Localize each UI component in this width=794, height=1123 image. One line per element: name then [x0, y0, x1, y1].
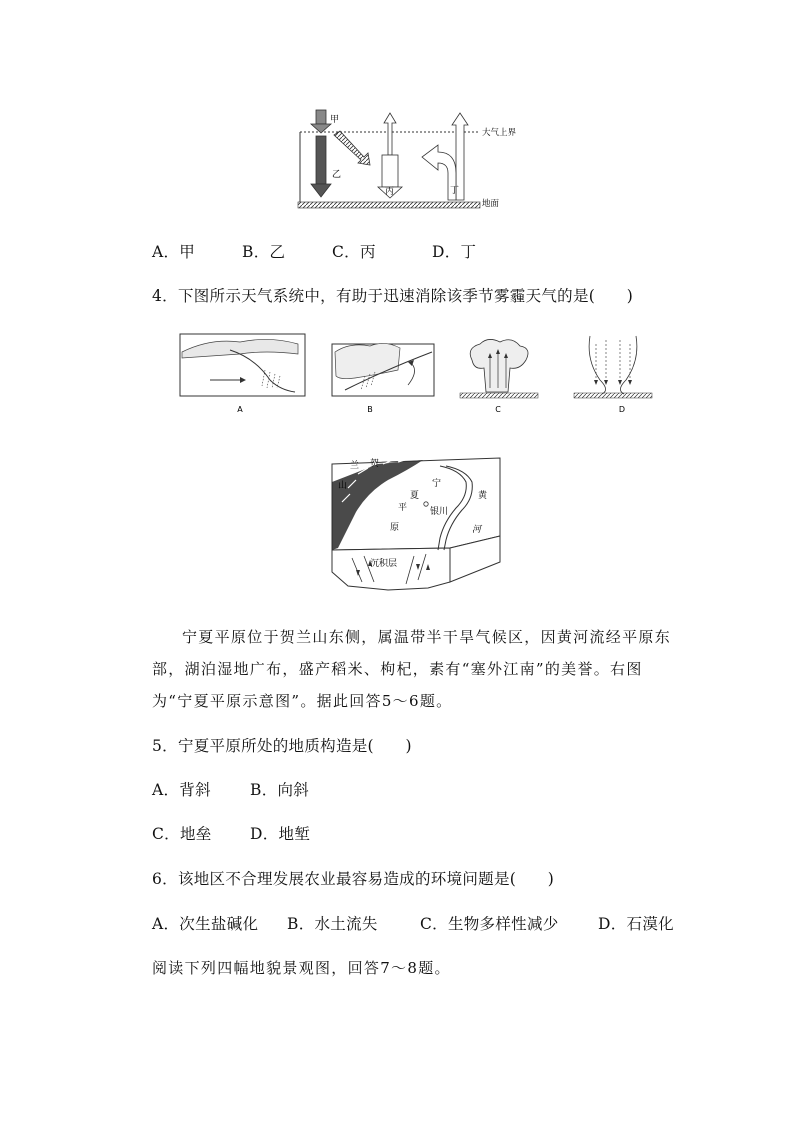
label-ground: 地面 — [482, 199, 500, 209]
q6-options — [152, 912, 674, 934]
q3-option-c[interactable]: C．丙 — [332, 243, 376, 261]
label-bing: 丙 — [385, 187, 395, 197]
q3-options — [152, 240, 476, 262]
q6-option-c[interactable]: C．生物多样性减少 — [420, 915, 559, 933]
map-label-shan: 山 — [338, 481, 348, 491]
arrow-jia — [311, 110, 331, 133]
q3-option-b[interactable]: B．乙 — [242, 243, 286, 261]
q6-stem: 6．该地区不合理发展农业最容易造成的环境问题是( ) — [152, 870, 555, 888]
radiation-diagram — [290, 105, 520, 215]
q6-option-a[interactable]: A．次生盐碱化 — [152, 915, 259, 933]
q5-option-b[interactable]: B．向斜 — [250, 781, 310, 799]
q3-option-d[interactable]: D．丁 — [432, 243, 477, 261]
arrow-yi — [311, 136, 331, 197]
panel-c — [460, 339, 538, 398]
q5-options-row1 — [152, 778, 309, 800]
map-label-yinchuan: 银川 — [430, 507, 449, 517]
label-yi: 乙 — [332, 170, 342, 180]
panel-a — [180, 334, 305, 396]
ningxia-plain-map — [328, 452, 508, 594]
q5-options-row2 — [152, 822, 310, 844]
panel-label-c: C — [495, 405, 501, 414]
arrow-ding — [422, 113, 468, 200]
panel-label-a: A — [237, 405, 243, 414]
panel-d — [574, 336, 652, 398]
panel-b — [332, 343, 434, 396]
q6-option-d[interactable]: D．石漠化 — [598, 915, 674, 933]
map-label-yuan: 原 — [390, 523, 400, 533]
q5-option-a[interactable]: A．背斜 — [152, 781, 211, 799]
map-label-river: 河 — [472, 525, 482, 535]
arrow-scatter — [334, 131, 370, 165]
arrow-bing — [378, 113, 402, 198]
map-label-lan: 兰 — [350, 461, 360, 471]
q5-stem: 5．宁夏平原所处的地质构造是( ) — [152, 737, 412, 755]
map-label-huang: 黄 — [478, 491, 488, 501]
map-label-he: 贺 — [370, 459, 380, 469]
label-top-atmosphere: 大气上界 — [482, 128, 517, 138]
q3-option-a[interactable]: A．甲 — [152, 243, 196, 261]
q6-option-b[interactable]: B．水土流失 — [287, 915, 378, 933]
panel-label-b: B — [367, 405, 373, 414]
label-ding: 丁 — [450, 186, 460, 196]
q5-option-d[interactable]: D．地堑 — [250, 825, 311, 843]
q4-stem: 4．下图所示天气系统中，有助于迅速消除该季节雾霾天气的是( ) — [152, 287, 634, 305]
weather-systems-figure — [170, 330, 660, 420]
map-label-xia: 夏 — [410, 491, 420, 501]
intro-q7-8: 阅读下列四幅地貌景观图，回答7～8题。 — [152, 959, 451, 977]
panel-label-d: D — [618, 405, 626, 414]
label-jia: 甲 — [330, 115, 340, 125]
map-label-ning: 宁 — [432, 479, 442, 489]
passage-ningxia: 宁夏平原位于贺兰山东侧，属温带半干旱气候区，因黄河流经平原东部，湖泊湿地广布，盛产稻米、枸杞，素有“塞外江南”的美誉。右图为“宁夏平原示意图”。据此回答5～6题。 — [152, 628, 672, 710]
map-label-sediment: 沉积层 — [370, 559, 398, 569]
q5-option-c[interactable]: C．地垒 — [152, 825, 212, 843]
map-label-ping: 平 — [398, 503, 408, 513]
